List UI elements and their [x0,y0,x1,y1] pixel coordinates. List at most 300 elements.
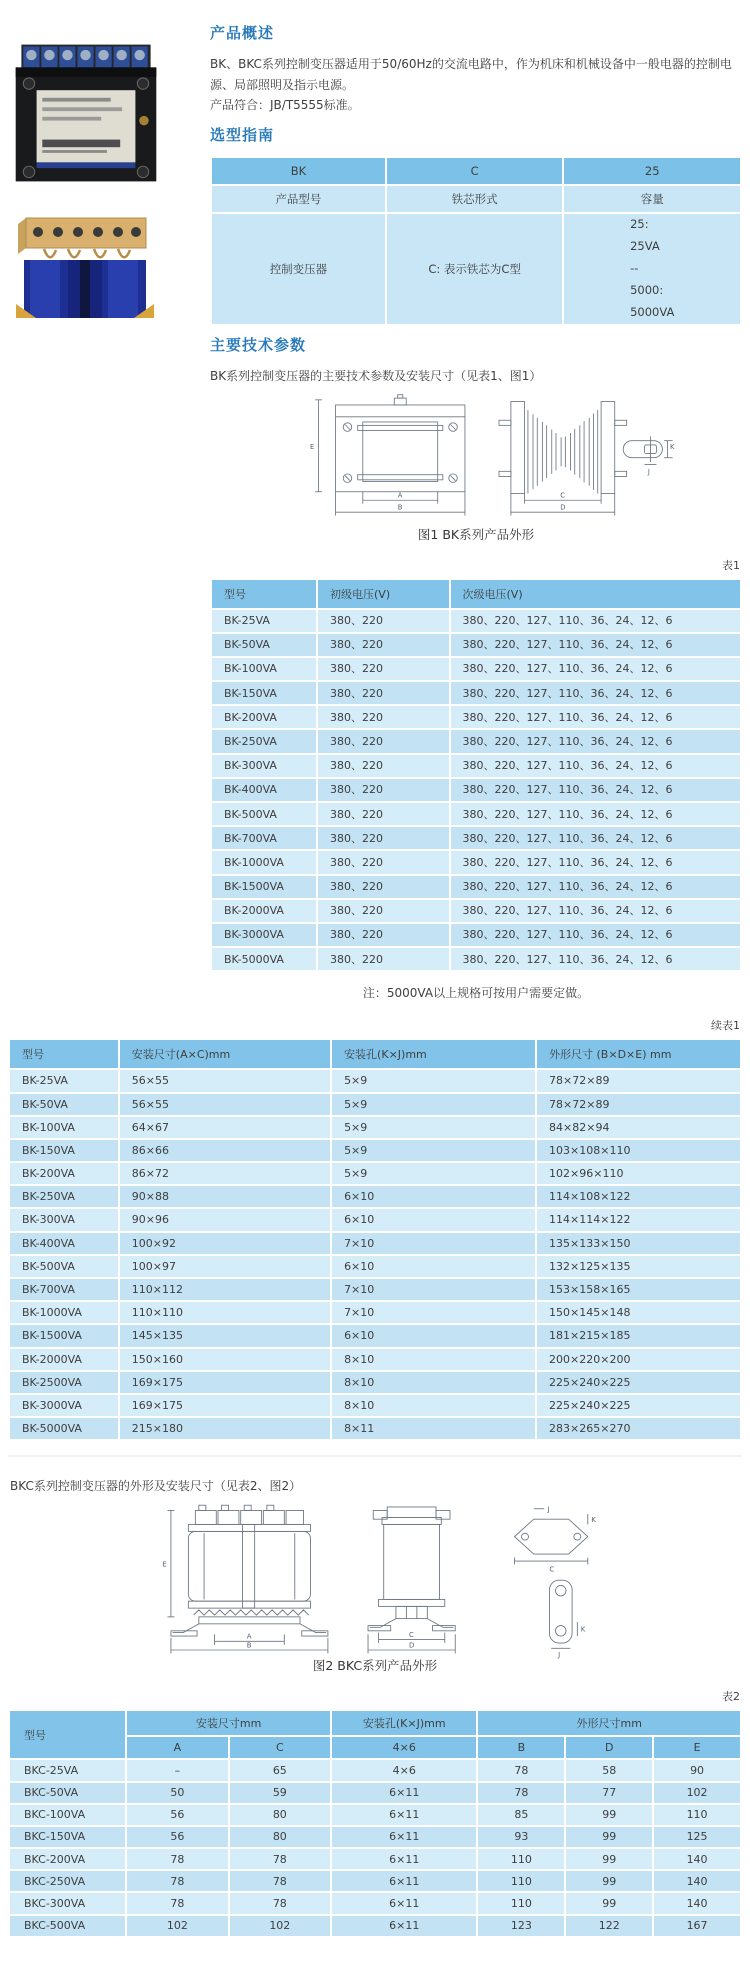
subcol-c: C [229,1736,331,1759]
primary-voltage-cell: 380、220 [317,657,450,681]
outline-size-cell: 102×96×110 [536,1162,741,1185]
outline-size-cell: 225×240×225 [536,1394,741,1417]
table-row [9,1208,741,1231]
mounting-hole-cell: 7×10 [331,1232,536,1255]
primary-voltage-cell: 380、220 [317,609,450,633]
secondary-voltage-cell: 380、220、127、110、36、24、12、6 [450,729,742,753]
model-cell: BK-100VA [9,1116,119,1139]
dim-c-cell: 78 [229,1870,331,1892]
model-cell: BK-400VA [9,1232,119,1255]
secondary-voltage-cell: 380、220、127、110、36、24、12、6 [450,875,742,899]
table-1-label: 表1 [722,558,740,572]
outline-size-cell: 200×220×200 [536,1348,741,1371]
table-row [211,899,741,923]
label-product-model: 产品型号 [211,185,386,213]
secondary-voltage-cell: 380、220、127、110、36、24、12、6 [450,705,742,729]
secondary-voltage-cell: 380、220、127、110、36、24、12、6 [450,899,742,923]
model-cell: BK-250VA [9,1185,119,1208]
model-cell: BK-5000VA [211,947,317,971]
selection-heading: 选型指南 [210,125,275,144]
table-row [9,1759,741,1781]
mounting-size-cell: 64×67 [119,1116,331,1139]
model-cell: BK-500VA [211,802,317,826]
table-row [211,802,741,826]
dim-a-cell: 78 [126,1892,228,1914]
value-core: C: 表示铁芯为C型 [386,213,564,325]
capacity-line: 5000: [630,282,664,297]
dim-d-cell: 122 [565,1915,653,1937]
dim-b-cell: 110 [477,1870,565,1892]
selection-label-row [211,185,741,213]
lamination-lines [528,410,598,493]
code-bk: BK [211,157,386,185]
fig2-top-view [515,1506,597,1574]
svg-text:B: B [397,503,403,512]
primary-voltage-cell: 380、220 [317,778,450,802]
subcol-d: D [565,1736,653,1759]
outline-size-cell: 283×265×270 [536,1417,741,1440]
dim-b-cell: 85 [477,1804,565,1826]
mounting-hole-cell: 5×9 [331,1162,536,1185]
mounting-hole-cell: 8×10 [331,1394,536,1417]
tech-heading: 主要技术参数 [210,335,307,354]
model-cell: BK-200VA [211,705,317,729]
mounting-size-cell: 90×96 [119,1208,331,1231]
table-row [9,1255,741,1278]
mounting-hole-cell: 6×10 [331,1208,536,1231]
svg-text:K: K [670,442,675,451]
primary-voltage-cell: 380、220 [317,899,450,923]
model-cell: BK-1000VA [211,850,317,874]
dim-e-cell: 167 [653,1915,741,1937]
primary-voltage-cell: 380、220 [317,681,450,705]
mounting-size-cell: 56×55 [119,1069,331,1092]
table-row [9,1394,741,1417]
dim-e-cell: 90 [653,1759,741,1781]
mounting-size-cell: 215×180 [119,1417,331,1440]
svg-text:E: E [310,442,315,451]
model-cell: BK-400VA [211,778,317,802]
table-row [9,1348,741,1371]
outline-size-cell: 114×114×122 [536,1208,741,1231]
copper-wire-loops [44,249,130,257]
capacity-lines [630,214,674,323]
col-mounting-hole: 安装孔(K×J)mm [331,1039,536,1069]
mounting-hole-cell: 6×10 [331,1185,536,1208]
model-cell: BK-50VA [9,1093,119,1116]
dim-d-cell: 77 [565,1782,653,1804]
table-row [9,1069,741,1092]
model-cell: BK-700VA [211,826,317,850]
secondary-voltage-cell: 380、220、127、110、36、24、12、6 [450,802,742,826]
figure-2-drawing [130,1500,620,1660]
table-row [211,729,741,753]
overview-text: BK、BKC系列控制变压器适用于50/60Hz的交流电路中，作为机床和机械设备中一般电器的控制电源、局部照明及指示电源。 [210,57,732,92]
dim-e-cell: 110 [653,1804,741,1826]
model-cell: BK-300VA [9,1208,119,1231]
mounting-size-cell: 56×55 [119,1093,331,1116]
cont-table-header-row [9,1039,741,1069]
table-row [9,1870,741,1892]
selection-code-row [211,157,741,185]
fig1-front-view [310,394,465,515]
model-cell: BK-2000VA [9,1348,119,1371]
model-cell: BK-25VA [211,609,317,633]
product-photo-bk [10,40,178,190]
bk-transformer-photo [10,40,162,186]
svg-text:C: C [409,1631,414,1640]
svg-text:C: C [549,1565,555,1574]
secondary-voltage-cell: 380、220、127、110、36、24、12、6 [450,633,742,657]
col-model: 型号 [9,1039,119,1069]
primary-voltage-cell: 380、220 [317,705,450,729]
dim-a-cell: 56 [126,1804,228,1826]
outline-size-cell: 78×72×89 [536,1069,741,1092]
dim-a-cell: 50 [126,1782,228,1804]
value-capacity [563,213,741,325]
secondary-voltage-cell: 380、220、127、110、36、24、12、6 [450,754,742,778]
value-product: 控制变压器 [211,213,386,325]
mounting-size-cell: 100×92 [119,1232,331,1255]
model-cell: BKC-50VA [9,1782,126,1804]
model-cell: BK-100VA [211,657,317,681]
dim-c-cell: 59 [229,1782,331,1804]
figure-2 [8,1500,742,1660]
model-cell: BK-2000VA [211,899,317,923]
mounting-hole-cell: 6×10 [331,1324,536,1347]
model-cell: BK-700VA [9,1278,119,1301]
dim-c-cell: 78 [229,1892,331,1914]
dim-b-cell: 110 [477,1848,565,1870]
dim-c-cell: 80 [229,1826,331,1848]
mounting-hole-cell: 6×11 [331,1915,477,1937]
dim-a-cell: 56 [126,1826,228,1848]
bkc-transformer-photo [10,216,160,318]
outline-size-cell: 225×240×225 [536,1371,741,1394]
mounting-size-cell: 86×72 [119,1162,331,1185]
outline-size-cell: 153×158×165 [536,1278,741,1301]
mounting-hole-cell: 4×6 [331,1759,477,1781]
subcol-a: A [126,1736,228,1759]
mounting-size-cell: 150×160 [119,1348,331,1371]
dim-a-cell: 78 [126,1848,228,1870]
code-25: 25 [563,157,741,185]
dim-b-cell: 110 [477,1892,565,1914]
table-row [211,657,741,681]
dim-d-cell: 99 [565,1870,653,1892]
dim-b-cell: 78 [477,1782,565,1804]
capacity-line: 25VA [630,239,660,254]
mounting-hole-cell: 8×11 [331,1417,536,1440]
fig2-front-view [162,1506,328,1654]
bk-intro-line: BK系列控制变压器的主要技术参数及安装尺寸（见表1、图1） [210,368,542,383]
dim-d-cell: 99 [565,1892,653,1914]
secondary-voltage-cell: 380、220、127、110、36、24、12、6 [450,609,742,633]
table-row [211,850,741,874]
primary-voltage-cell: 380、220 [317,923,450,947]
table-row [9,1826,741,1848]
table-row [211,633,741,657]
mounting-hole-cell: 6×11 [331,1804,477,1826]
dim-c-cell: 65 [229,1759,331,1781]
primary-voltage-cell: 380、220 [317,826,450,850]
mounting-size-cell: 169×175 [119,1394,331,1417]
table-2-body [9,1759,741,1937]
product-photo-column [6,14,178,1003]
table-row [211,947,741,971]
table-row [211,923,741,947]
col-outline-size: 外形尺寸mm [477,1710,741,1736]
table-row [9,1139,741,1162]
mounting-hole-cell: 6×11 [331,1870,477,1892]
mounting-hole-cell: 5×9 [331,1116,536,1139]
dim-c-cell: 78 [229,1848,331,1870]
model-cell: BKC-200VA [9,1848,126,1870]
fig1-slot-detail [623,436,675,475]
figure-1-drawing [276,393,676,519]
table-row [9,1301,741,1324]
table-row [211,754,741,778]
secondary-voltage-cell: 380、220、127、110、36、24、12、6 [450,778,742,802]
bkc-intro-line: BKC系列控制变压器的外形及安装尺寸（见表2、图2） [10,1479,302,1494]
col-model: 型号 [211,579,317,609]
model-cell: BKC-500VA [9,1915,126,1937]
mounting-hole-cell: 8×10 [331,1348,536,1371]
table-2 [8,1709,742,1938]
svg-text:A: A [397,491,403,500]
table-2-label: 表2 [722,1690,740,1704]
model-cell: BK-500VA [9,1255,119,1278]
model-cell: BKC-150VA [9,1826,126,1848]
col-secondary-voltage: 次级电压(V) [450,579,742,609]
mounting-hole-cell: 7×10 [331,1301,536,1324]
model-cell: BK-50VA [211,633,317,657]
code-c: C [386,157,564,185]
svg-text:E: E [162,1560,167,1569]
outline-size-cell: 181×215×185 [536,1324,741,1347]
table-row [9,1848,741,1870]
secondary-voltage-cell: 380、220、127、110、36、24、12、6 [450,947,742,971]
table-row [211,705,741,729]
mounting-hole-cell: 6×11 [331,1826,477,1848]
primary-voltage-cell: 380、220 [317,802,450,826]
model-cell: BK-1500VA [211,875,317,899]
secondary-voltage-cell: 380、220、127、110、36、24、12、6 [450,850,742,874]
dim-d-cell: 99 [565,1826,653,1848]
model-cell: BK-3000VA [211,923,317,947]
svg-text:A: A [246,1632,252,1641]
mounting-hole-cell: 6×10 [331,1255,536,1278]
secondary-voltage-cell: 380、220、127、110、36、24、12、6 [450,923,742,947]
svg-text:J: J [547,1505,550,1514]
svg-text:J: J [558,1651,561,1660]
selection-value-row [211,213,741,325]
mounting-hole-cell: 7×10 [331,1278,536,1301]
svg-text:K: K [580,1625,586,1634]
model-cell: BKC-300VA [9,1892,126,1914]
fig1-side-view [499,401,627,515]
model-cell: BK-150VA [211,681,317,705]
overview-heading: 产品概述 [210,24,275,42]
outline-size-cell: 78×72×89 [536,1093,741,1116]
outline-size-cell: 84×82×94 [536,1116,741,1139]
mounting-hole-cell: 6×11 [331,1848,477,1870]
mounting-hole-cell: 5×9 [331,1093,536,1116]
dim-a-cell: – [126,1759,228,1781]
table-row [9,1093,741,1116]
subcol-b: B [477,1736,565,1759]
capacity-line: -- [630,260,639,275]
figure-2-caption: 图2 BKC系列产品外形 [312,1658,438,1674]
table-row [211,681,741,705]
capacity-line: 25: [630,217,649,232]
mounting-hole-cell: 5×9 [331,1069,536,1092]
custom-order-note: 注：5000VA以上规格可按用户需要定做。 [362,986,590,1001]
table-1 [210,578,742,973]
model-cell: BKC-25VA [9,1759,126,1781]
dim-e-cell: 102 [653,1782,741,1804]
model-cell: BK-5000VA [9,1417,119,1440]
mounting-size-cell: 110×110 [119,1301,331,1324]
mounting-hole-cell: 6×11 [331,1892,477,1914]
model-cell: BK-200VA [9,1162,119,1185]
primary-voltage-cell: 380、220 [317,875,450,899]
table-row [9,1782,741,1804]
svg-text:D: D [409,1641,415,1650]
top-section [0,6,750,1003]
product-photo-bkc [10,216,178,322]
svg-text:C: C [560,491,566,500]
secondary-voltage-cell: 380、220、127、110、36、24、12、6 [450,826,742,850]
dim-a-cell: 102 [126,1915,228,1937]
table-row [211,875,741,899]
model-cell: BK-2500VA [9,1371,119,1394]
table-row [9,1278,741,1301]
table-row [9,1804,741,1826]
primary-voltage-cell: 380、220 [317,850,450,874]
dim-a-cell: 78 [126,1870,228,1892]
svg-text:D: D [560,503,566,512]
capacity-line: 5000VA [630,304,675,319]
col-outline-size: 外形尺寸 (B×D×E) mm [536,1039,741,1069]
outline-size-cell: 103×108×110 [536,1139,741,1162]
svg-text:K: K [591,1516,596,1525]
secondary-voltage-cell: 380、220、127、110、36、24、12、6 [450,681,742,705]
model-cell: BK-25VA [9,1069,119,1092]
label-capacity: 容量 [563,185,741,213]
table-row [211,778,741,802]
table-row [9,1324,741,1347]
col-mounting-hole: 安装孔(K×J)mm [331,1710,477,1736]
outline-size-cell: 114×108×122 [536,1185,741,1208]
dim-d-cell: 58 [565,1759,653,1781]
dim-e-cell: 140 [653,1892,741,1914]
selection-table [210,156,742,326]
outline-size-cell: 150×145×148 [536,1301,741,1324]
table-row [9,1185,741,1208]
model-cell: BKC-100VA [9,1804,126,1826]
continued-table-1 [8,1038,742,1441]
fig2-side-view [368,1507,455,1654]
table-row [9,1232,741,1255]
model-cell: BK-3000VA [9,1394,119,1417]
overview-standard: 产品符合：JB/T5555标准。 [210,98,360,113]
primary-voltage-cell: 380、220 [317,947,450,971]
dim-b-cell: 123 [477,1915,565,1937]
table-row [9,1116,741,1139]
content-column [178,14,744,1003]
secondary-voltage-cell: 380、220、127、110、36、24、12、6 [450,657,742,681]
svg-text:J: J [647,467,650,476]
lower-section [0,1017,750,1938]
cont-table-label: 续表1 [711,1019,740,1033]
outline-size-cell: 132×125×135 [536,1255,741,1278]
model-cell: BK-150VA [9,1139,119,1162]
mounting-hole-cell: 6×11 [331,1782,477,1804]
model-cell: BK-250VA [211,729,317,753]
table-row [9,1162,741,1185]
dim-d-cell: 99 [565,1848,653,1870]
terminal-blocks [23,47,147,68]
col-model: 型号 [9,1710,126,1759]
brass-terminal-screw [139,116,149,126]
mounting-hole-cell: 8×10 [331,1371,536,1394]
col-mounting-size: 安装尺寸(A×C)mm [119,1039,331,1069]
mounting-size-cell: 169×175 [119,1371,331,1394]
table-row [9,1892,741,1914]
table-1-body [211,609,741,972]
mounting-size-cell: 110×112 [119,1278,331,1301]
svg-text:B: B [246,1641,252,1650]
outline-size-cell: 135×133×150 [536,1232,741,1255]
mounting-size-cell: 145×135 [119,1324,331,1347]
section-divider [8,1455,742,1457]
table-row [9,1417,741,1440]
mounting-hole-cell: 5×9 [331,1139,536,1162]
table-row [211,609,741,633]
figure-1 [210,393,742,523]
fig2-mounting-strap [549,1581,585,1660]
primary-voltage-cell: 380、220 [317,633,450,657]
subcol-e: E [653,1736,741,1759]
primary-voltage-cell: 380、220 [317,754,450,778]
model-cell: BK-1500VA [9,1324,119,1347]
primary-voltage-cell: 380、220 [317,729,450,753]
col-primary-voltage: 初级电压(V) [317,579,450,609]
mounting-size-cell: 90×88 [119,1185,331,1208]
dim-e-cell: 125 [653,1826,741,1848]
table-row [9,1371,741,1394]
figure-1-caption: 图1 BK系列产品外形 [417,526,535,542]
dim-d-cell: 99 [565,1804,653,1826]
cont-table-body [9,1069,741,1440]
table-2-header-row-1 [9,1710,741,1736]
dim-c-cell: 102 [229,1915,331,1937]
col-mounting-size: 安装尺寸mm [126,1710,331,1736]
model-cell: BKC-250VA [9,1870,126,1892]
dim-c-cell: 80 [229,1804,331,1826]
mounting-size-cell: 86×66 [119,1139,331,1162]
table-row [9,1915,741,1937]
mounting-size-cell: 100×97 [119,1255,331,1278]
dim-e-cell: 140 [653,1870,741,1892]
table-1-header-row [211,579,741,609]
model-cell: BK-300VA [211,754,317,778]
dim-b-cell: 78 [477,1759,565,1781]
model-cell: BK-1000VA [9,1301,119,1324]
dim-b-cell: 93 [477,1826,565,1848]
subcol-hole: 4×6 [331,1736,477,1759]
